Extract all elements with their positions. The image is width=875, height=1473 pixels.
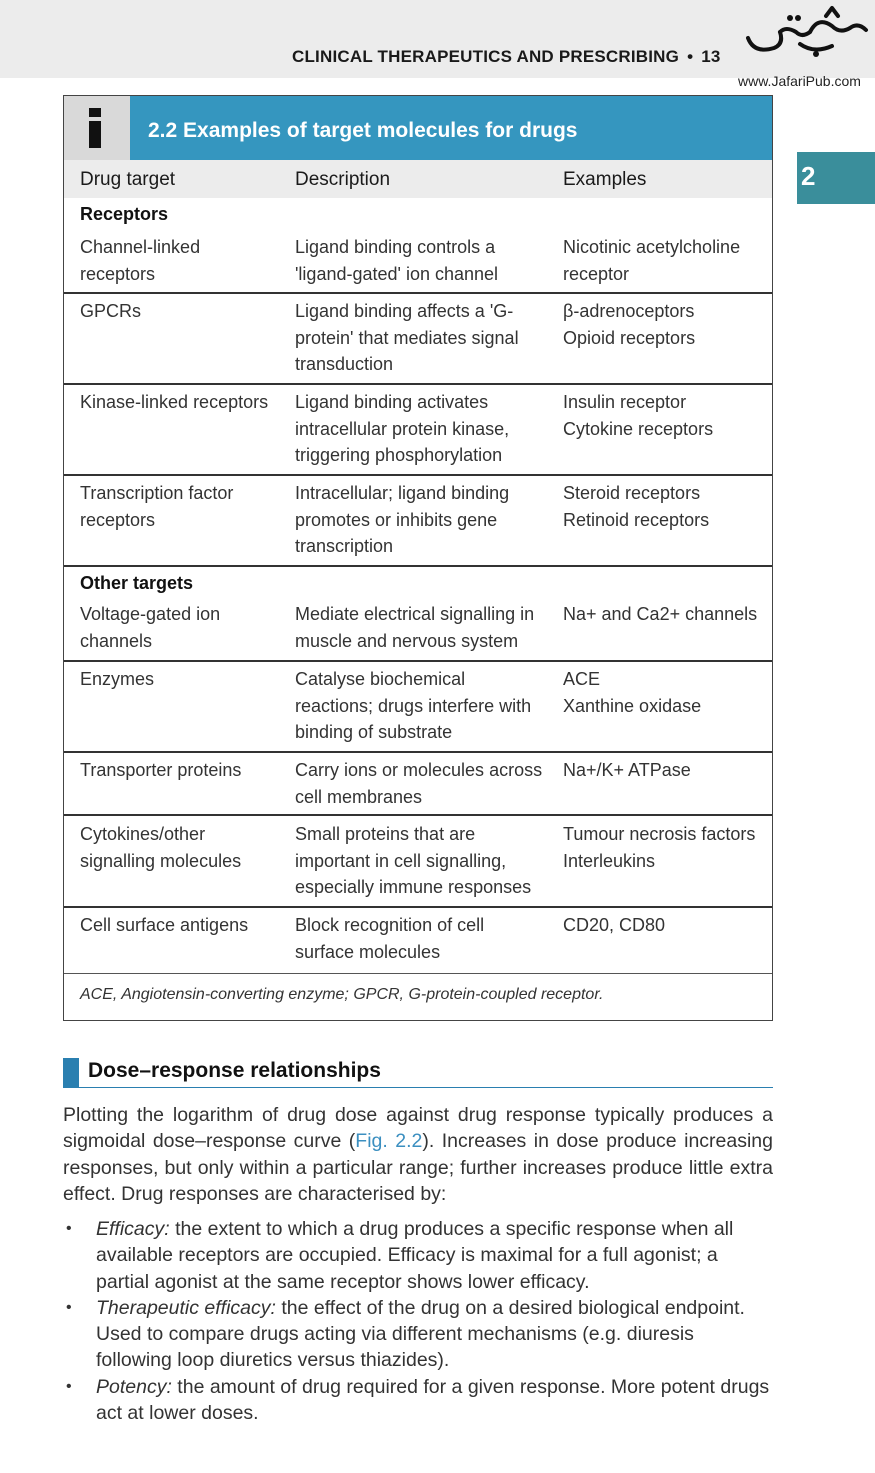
table-cell-target: Transcription factor receptors [80,483,234,530]
row-divider [64,474,772,476]
column-header-description: Description [295,169,391,190]
info-icon-block [64,96,130,160]
table-cell-examples: CD20, CD80 [563,915,666,935]
table-cell-examples: Na+ and Ca2+ channels [563,604,758,624]
table-cell-target: Enzymes [80,669,155,689]
figure-reference-link[interactable]: Fig. 2.2 [355,1130,423,1153]
table-cell-description: Mediate electrical signalling in muscle and nervous system [295,604,535,651]
table-cell-examples: Insulin receptor Cytokine receptors [563,392,714,439]
page-number: 13 [701,47,721,66]
section-heading-rule [63,1087,773,1088]
running-head-title: CLINICAL THERAPEUTICS AND PRESCRIBING [292,47,680,66]
table-cell-description: Intracellular; ligand binding promotes or inhibits gene transcription [295,483,510,556]
table-cell-target: Transporter proteins [80,760,242,780]
watermark-url: www.JafariPub.com [738,73,861,89]
bullet-icon: • [66,1377,72,1395]
bullet-icon: • [66,1220,72,1237]
table-cell-examples: Nicotinic acetylcholine receptor [563,237,741,284]
table-cell-target: Voltage-gated ion channels [80,604,221,651]
list-item: • Efficacy: the extent to which a drug produces a specific response when all available receptors are occupied. Efficacy is maximal for a full agonist; a partial agonist at the same receptor shows lower efficacy. [66,1218,734,1293]
table-footnote: ACE, Angiotensin-converting enzyme; GPCR, G-protein-coupled receptor. [80,986,604,1003]
running-head [292,47,721,67]
bullet-icon: • [66,1298,72,1316]
section-heading: Dose–response relationships [88,1059,381,1082]
row-divider [64,973,772,974]
list-item: • Therapeutic efficacy: the effect of the drug on a desired biological endpoint. Used to compare drugs acting via different mechanisms (e.g. diuresis following loop diuretics versus thiazides). [66,1296,745,1372]
info-box-title: 2.2 Examples of target molecules for drugs [148,119,578,142]
table-cell-examples: Tumour necrosis factors Interleukins [563,824,756,871]
table-cell-target: Cytokines/other signalling molecules [80,824,242,871]
row-divider [64,292,772,294]
info-icon [89,108,101,148]
table-cell-description: Block recognition of cell surface molecules [295,915,485,962]
table-header-row [64,160,772,198]
section-marker [63,1058,79,1088]
info-box [63,95,773,1021]
table-cell-description: Ligand binding activates intracellular protein kinase, triggering phosphorylation [295,392,510,465]
row-divider [64,565,772,567]
table-cell-examples: β-adrenoceptors Opioid receptors [563,301,696,348]
table-cell-description: Ligand binding controls a 'ligand-gated' ion channel [295,237,499,284]
bullet-list [63,1216,773,1426]
table-cell-description: Small proteins that are important in cell signalling, especially immune responses [295,824,532,897]
row-divider [64,906,772,908]
section-heading-receptors: Receptors [80,204,169,224]
table-cell-description: Carry ions or molecules across cell membranes [295,760,543,807]
column-header-drug-target: Drug target [80,169,176,190]
table-cell-examples: Steroid receptors Retinoid receptors [563,483,710,530]
running-head-separator: • [687,47,694,66]
table-cell-description: Catalyse biochemical reactions; drugs interfere with binding of substrate [295,669,532,742]
column-header-examples: Examples [563,169,647,190]
table-cell-target: Kinase-linked receptors [80,392,269,412]
table-cell-examples: Na+/K+ ATPase [563,760,691,780]
body-paragraph: Plotting the logarithm of drug dose against drug response typically produces a sigmoidal dose–response curve (Fig. 2.2). Increases in dose produce increasing responses, but only within a particular range; further increases produce little extra effect. Drug responses are characterised by: [63,1104,773,1205]
row-divider [64,751,772,753]
row-divider [64,660,772,662]
table-cell-target: Channel-linked receptors [80,237,201,284]
list-item: • Potency: the amount of drug required for a given response. More potent drugs act at lower doses. [66,1375,770,1425]
chapter-tab: 2 [797,152,875,204]
publisher-logo-icon [740,4,870,62]
table-cell-target: GPCRs [80,301,142,321]
section-heading-other-targets: Other targets [80,573,194,593]
table-cell-target: Cell surface antigens [80,915,249,935]
table-cell-description: Ligand binding affects a 'G- protein' that mediates signal transduction [295,301,519,374]
table-cell-examples: ACE Xanthine oxidase [563,669,702,716]
row-divider [64,383,772,385]
row-divider [64,814,772,816]
